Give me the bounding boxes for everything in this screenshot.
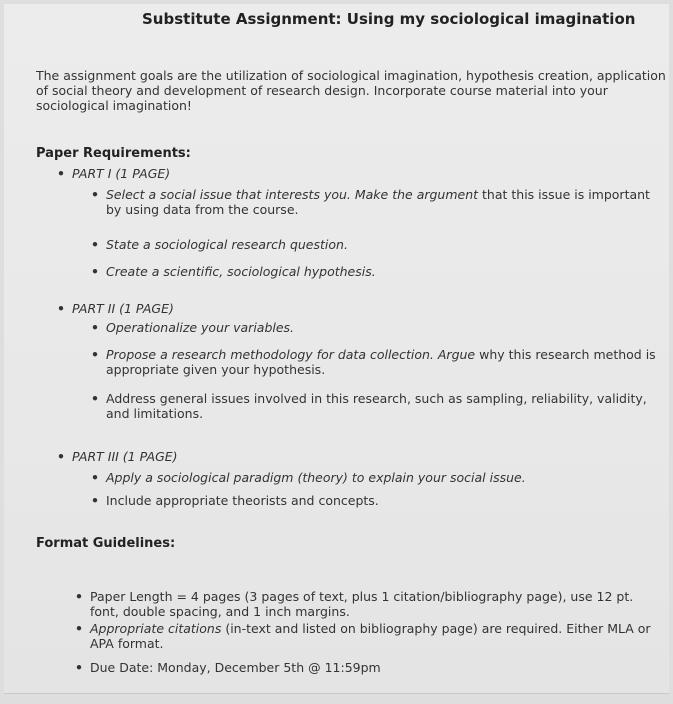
part1-item-1-emphasis: argument — [416, 187, 479, 202]
bullet-icon: • — [57, 301, 65, 316]
bullet-icon: • — [57, 449, 65, 464]
bullet-icon: • — [91, 493, 99, 508]
part2-item-1 — [91, 320, 662, 335]
intro-paragraph: The assignment goals are the utilization of sociological imagination, hypothesis creation, application of social theory and development of research design. Incorporate course material into your sociological imagination! — [36, 68, 666, 113]
part3-item-1-text: Apply a sociological paradigm (theory) to explain your social issue. — [106, 470, 526, 485]
bullet-icon: • — [91, 264, 99, 279]
part2-label-text: PART II (1 PAGE) — [72, 301, 174, 316]
part2-item-2-emphasis: Argue — [437, 347, 476, 362]
part1-item-2 — [91, 237, 662, 252]
part1-item-3-text: Create a scientific, sociological hypothesis. — [106, 264, 376, 279]
bullet-icon: • — [75, 589, 83, 604]
part1-item-1-text-b: that this issue is important by using data from the course. — [106, 187, 650, 217]
part3-item-2-text: Include appropriate theorists and concepts. — [106, 493, 379, 508]
part3-item-1 — [91, 470, 662, 485]
bullet-icon: • — [91, 320, 99, 335]
format-guidelines-heading: Format Guidelines: — [36, 536, 176, 551]
part3-item-2 — [91, 493, 662, 508]
format-item-2 — [75, 621, 660, 651]
bullet-icon: • — [91, 391, 99, 406]
part2-item-2 — [91, 347, 662, 377]
bullet-icon: • — [75, 621, 83, 636]
paper-requirements-heading: Paper Requirements: — [36, 146, 191, 161]
bullet-icon: • — [91, 470, 99, 485]
format-item-1-text: Paper Length = 4 pages (3 pages of text, plus 1 citation/bibliography page), use 12 pt. font, double spacing, and 1 inch margins. — [90, 589, 634, 619]
format-item-2-text: (in-text and listed on bibliography page) are required. Either MLA or APA format. — [90, 621, 651, 651]
bullet-icon: • — [91, 347, 99, 362]
part1-label — [57, 166, 171, 181]
format-item-3 — [75, 660, 660, 675]
bullet-icon: • — [57, 166, 65, 181]
part2-item-2-text-a: Propose a research methodology for data collection. — [106, 347, 438, 362]
part1-item-2-text: State a sociological research question. — [106, 237, 348, 252]
format-item-2-emphasis: Appropriate citations — [90, 621, 222, 636]
part3-label — [57, 449, 178, 464]
format-item-3-text: Due Date: Monday, December 5th @ 11:59pm — [90, 660, 381, 675]
part2-label — [57, 301, 174, 316]
document-page — [4, 4, 669, 694]
bullet-icon: • — [75, 660, 83, 675]
part1-item-1 — [91, 187, 662, 217]
part2-item-3-text: Address general issues involved in this research, such as sampling, reliability, validity, and limitations. — [106, 391, 647, 421]
part3-label-text: PART III (1 PAGE) — [72, 449, 178, 464]
part2-item-1-text: Operationalize your variables. — [106, 320, 295, 335]
part1-label-text: PART I (1 PAGE) — [72, 166, 171, 181]
part2-item-3 — [91, 391, 662, 421]
part1-item-1-text-a: Select a social issue that interests you. Make the — [106, 187, 417, 202]
format-item-1 — [75, 589, 660, 619]
bullet-icon: • — [91, 187, 99, 202]
bullet-icon: • — [91, 237, 99, 252]
part2-item-2-text-b: why this research method is appropriate given your hypothesis. — [106, 347, 656, 377]
page-title: Substitute Assignment: Using my sociological imagination — [142, 10, 636, 28]
part1-item-3 — [91, 264, 662, 279]
